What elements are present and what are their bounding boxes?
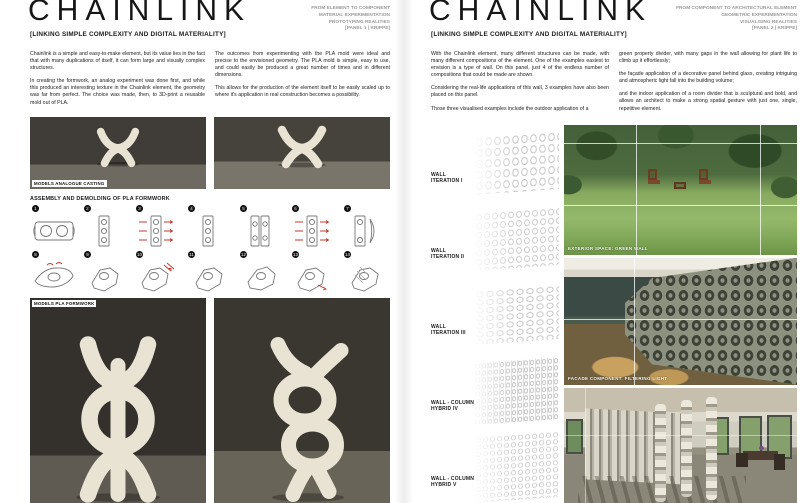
meta-line: FROM ELEMENT TO COMPONENT bbox=[311, 6, 390, 11]
chainlink-pattern-render bbox=[475, 131, 559, 195]
intro-text bbox=[431, 51, 797, 119]
formwork-photo-label: MODELS PLA FORMWORK bbox=[34, 300, 95, 306]
body-paragraph: green property divider, with many gaps in the wall allowing for plant life to climb up it effortlessly; bbox=[619, 51, 797, 65]
assembly-step bbox=[290, 204, 338, 250]
iso-explode-drawing bbox=[292, 259, 332, 293]
grid-line bbox=[585, 388, 586, 503]
window bbox=[566, 419, 582, 455]
meta-line: [PANEL 2 | KRIPPE] bbox=[752, 26, 797, 32]
grid-line bbox=[564, 435, 797, 436]
garden-chair bbox=[648, 169, 660, 184]
chair bbox=[736, 453, 748, 467]
wall-iteration bbox=[431, 125, 559, 201]
body-paragraph: and the indoor application of a room divider that is sculptural and bold, and allows an architect to make a strong spatial gesture with just one, single, repetitive element. bbox=[619, 91, 797, 112]
mold-plan-drawing bbox=[32, 213, 76, 249]
iso-assembly-drawing bbox=[188, 259, 228, 293]
panel-2 bbox=[402, 0, 805, 503]
step-number-badge: 8 bbox=[32, 251, 39, 258]
grid-line bbox=[564, 319, 797, 320]
page-subtitle: [LINKING SIMPLE COMPLEXITY AND DIGITAL MATERIALITY] bbox=[431, 31, 627, 38]
cast-element-drawing bbox=[70, 123, 166, 169]
meta-line: PROTOTYPING REALITIES bbox=[328, 19, 390, 25]
mold-pair-drawing bbox=[240, 213, 280, 249]
grid-line bbox=[564, 205, 797, 206]
chair bbox=[774, 454, 786, 469]
grid-line bbox=[634, 258, 635, 385]
panel-1-header bbox=[30, 0, 390, 38]
formwork-tower-side-drawing bbox=[227, 325, 377, 503]
garden-bench bbox=[674, 182, 686, 189]
cast-element-drawing bbox=[251, 123, 353, 169]
iteration-label: WALL - COLUMN HYBRID IV bbox=[431, 399, 475, 413]
analogue-casting-photo-side bbox=[214, 117, 390, 189]
step-number-badge: 2 bbox=[84, 205, 91, 212]
flowers bbox=[759, 446, 764, 450]
intro-text bbox=[30, 51, 390, 113]
chain-column-wall bbox=[585, 409, 688, 486]
panel-meta bbox=[676, 6, 797, 33]
step-number-badge: 11 bbox=[189, 251, 194, 257]
panel-meta bbox=[311, 6, 390, 33]
meta-line: VISUALISING REALITIES bbox=[739, 19, 797, 25]
mold-explode-drawing bbox=[292, 213, 332, 249]
body-paragraph: The outcomes from experimenting with the PLA mold were ideal and precise to the envisioned geometry. The PLA mold is simple, easy to use, and could easily be produced a great number of times and in different dimensions. bbox=[215, 51, 390, 79]
page-title: CHAINLINK bbox=[429, 0, 653, 27]
text-column-2 bbox=[215, 51, 390, 113]
panel-2-header bbox=[431, 0, 797, 38]
assembly-step bbox=[82, 250, 130, 294]
body-paragraph: This allows for the production of the element itself to be easily scaled up to where it's application in real construction becomes a possibility. bbox=[215, 85, 390, 99]
body-paragraph: Considering the real-life applications of this wall, 3 examples have also been placed on this panel. bbox=[431, 85, 609, 99]
assembly-step bbox=[186, 250, 234, 294]
title-block bbox=[30, 0, 251, 38]
formwork-photo-front bbox=[30, 298, 206, 503]
wall-iteration bbox=[431, 201, 559, 277]
wall-iteration bbox=[431, 277, 559, 353]
chain-column bbox=[681, 400, 692, 498]
wall-iteration bbox=[431, 353, 559, 429]
assembly-step bbox=[342, 204, 390, 250]
chainlink-facade-wall bbox=[625, 258, 797, 385]
iso-base-drawing bbox=[32, 259, 76, 293]
pla-formwork-photos bbox=[30, 298, 390, 503]
text-column-2 bbox=[619, 51, 797, 119]
step-number-badge: 12 bbox=[241, 251, 246, 257]
assembly-steps-top-row bbox=[30, 204, 390, 250]
assembly-step bbox=[134, 250, 182, 294]
iteration-label: WALL - COLUMN HYBRID V bbox=[431, 475, 475, 489]
grid-line bbox=[564, 143, 797, 144]
assembly-step bbox=[290, 250, 338, 294]
wall-iterations bbox=[431, 125, 559, 503]
analogue-casting-photos bbox=[30, 117, 390, 189]
assembly-step bbox=[30, 204, 78, 250]
iso-assembly-drawing bbox=[240, 259, 280, 293]
assembly-step bbox=[134, 204, 182, 250]
mold-stack-drawing bbox=[188, 213, 228, 249]
step-number-badge: 13 bbox=[293, 251, 298, 257]
iso-final-drawing bbox=[344, 259, 384, 293]
page-subtitle: [LINKING SIMPLE COMPLEXITY AND DIGITAL MATERIALITY] bbox=[30, 31, 226, 38]
assembly-title: ASSEMBLY AND DEMOLDING OF PLA FORMWORK bbox=[30, 195, 170, 202]
step-number-badge: 14 bbox=[345, 251, 350, 257]
grid-line bbox=[636, 125, 637, 255]
iteration-label: WALL ITERATION I bbox=[431, 171, 463, 185]
assembly-step bbox=[342, 250, 390, 294]
step-number-badge: 1 bbox=[32, 205, 39, 212]
step-number-badge: 9 bbox=[84, 251, 91, 258]
facade-filtering-light-photo bbox=[564, 258, 797, 385]
formwork-photo-side bbox=[214, 298, 390, 503]
assembly-step bbox=[238, 250, 286, 294]
assembly-step bbox=[186, 204, 234, 250]
chain-column bbox=[655, 404, 666, 502]
chainlink-pattern-render bbox=[475, 285, 559, 345]
chainlink-pattern-render bbox=[475, 207, 559, 271]
application-photos bbox=[564, 125, 797, 503]
assembly-step bbox=[30, 250, 78, 294]
step-number-badge: 3 bbox=[136, 205, 143, 212]
mold-explode-drawing bbox=[136, 213, 176, 249]
step-number-badge: 7 bbox=[344, 205, 351, 212]
panel-2-content bbox=[431, 125, 797, 503]
photo-caption: FACADE COMPONENT: FILTERING LIGHT bbox=[568, 375, 668, 381]
meta-line: [PANEL 1 | KRIPPE] bbox=[345, 26, 390, 32]
title-block bbox=[431, 0, 652, 38]
iteration-label: WALL ITERATION II bbox=[431, 247, 465, 261]
chainlink-pattern-render bbox=[475, 357, 559, 425]
iteration-label: WALL ITERATION III bbox=[431, 323, 466, 337]
body-paragraph: the façade application of a decorative panel behind glass, creating intriguing and atmospheric light fall into the building volume; bbox=[619, 71, 797, 85]
exterior-green-wall-photo bbox=[564, 125, 797, 255]
text-column-1 bbox=[431, 51, 609, 119]
step-number-badge: 6 bbox=[292, 205, 299, 212]
casting-photo-label: MODELS ANALOGUE CASTING bbox=[34, 180, 105, 186]
iso-assembly-drawing bbox=[84, 259, 124, 293]
step-number-badge: 5 bbox=[240, 205, 247, 212]
formwork-tower-front-drawing bbox=[43, 325, 193, 503]
assembly-step bbox=[238, 204, 286, 250]
chain-column bbox=[706, 397, 717, 499]
garden-chair bbox=[699, 169, 711, 184]
meta-line: MATERIAL EXPERIMENTATION bbox=[318, 12, 390, 18]
meta-line: GEOMETRIC EXPERIMENTATION bbox=[721, 12, 797, 18]
photo-caption: EXTERIOR SPACE: GREEN WALL bbox=[568, 245, 648, 251]
mold-demold-drawing bbox=[344, 213, 384, 249]
panel-1 bbox=[0, 0, 402, 503]
page-title: CHAINLINK bbox=[28, 0, 252, 27]
wall-iteration bbox=[431, 429, 559, 503]
body-paragraph: Those three visualised examples include the outdoor application of a bbox=[431, 105, 589, 112]
chainlink-pattern-render bbox=[475, 431, 559, 503]
grid-line bbox=[760, 125, 761, 255]
mold-stack-drawing bbox=[84, 213, 124, 249]
body-paragraph: With the Chainlink element, many different structures can be made, with many different compositions of the element. One of the examples easiest to envision is a type of wall. On this panel, just 4 of the endless number of compositions that could be made are shown. bbox=[431, 51, 609, 79]
assembly-steps-bottom-row bbox=[30, 250, 390, 294]
step-number-badge: 10 bbox=[137, 251, 142, 257]
interior-room-divider-photo bbox=[564, 388, 797, 503]
assembly-section bbox=[30, 196, 390, 294]
body-paragraph: Chainlink is a simple and easy-to-make element, but its value lies in the fact that with many duplications of itself, it can form large and visually complex structures. bbox=[30, 51, 205, 72]
text-column-1 bbox=[30, 51, 205, 113]
meta-line: FROM COMPONENT TO ARCHITECTURAL ELEMENT bbox=[676, 6, 797, 11]
iso-explode-drawing bbox=[136, 259, 176, 293]
body-paragraph: In creating the formwork, an analog experiment was done first, and while this produced an interesting texture in the Chainlink element, the geometry was far from perfect. The choice was made, then, to 3D-print a reusable mold out of PLA. bbox=[30, 78, 205, 106]
assembly-step bbox=[82, 204, 130, 250]
analogue-casting-photo-front bbox=[30, 117, 206, 189]
step-number-badge: 4 bbox=[188, 205, 195, 212]
